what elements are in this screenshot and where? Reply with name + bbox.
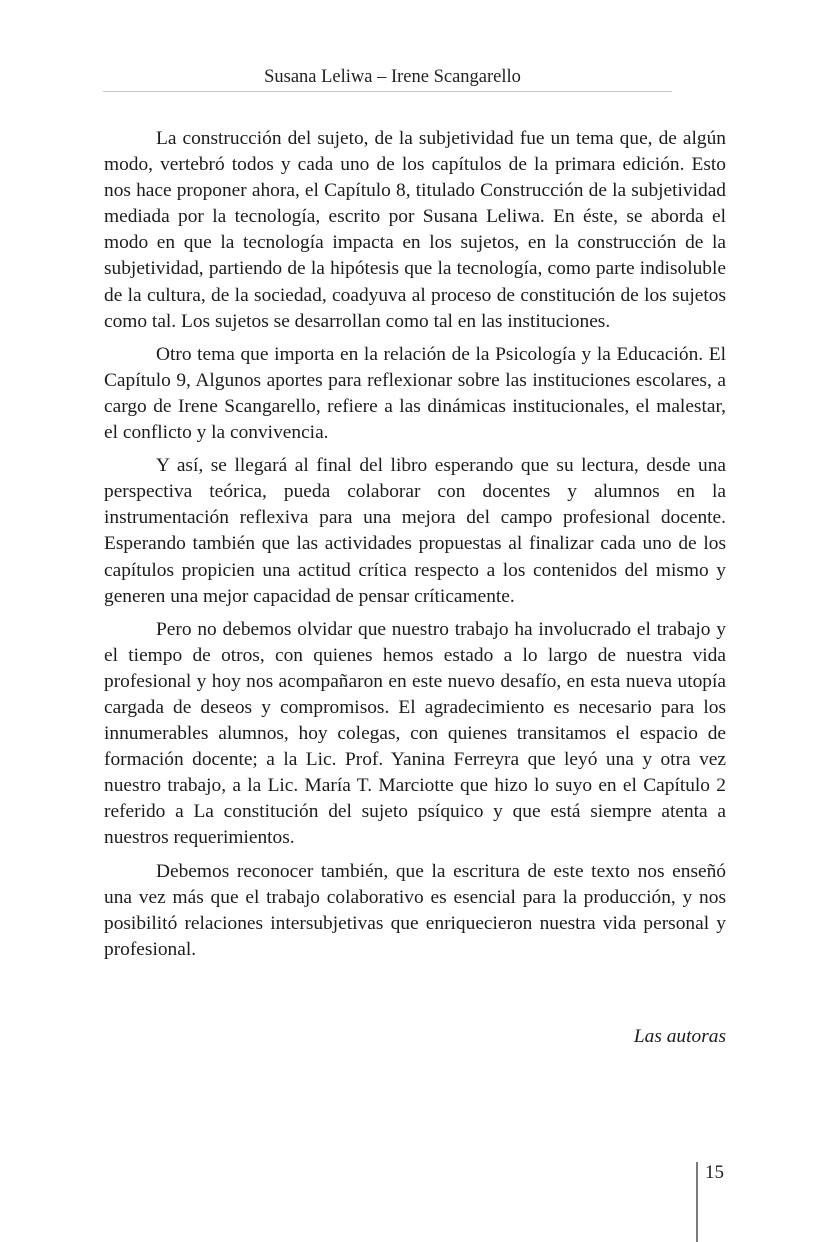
signature: Las autoras [633,1026,726,1047]
body-text [104,126,726,970]
header-rule [103,91,672,92]
page-number-rule [696,1162,698,1242]
paragraph: Pero no debemos olvidar que nuestro trabajo ha involucrado el trabajo y el tiempo de otros, con quienes hemos estado a lo largo de nuestra vida profesional y hoy nos acompañaron en este nuevo desafío, en esta nueva utopía cargada de deseos y compromisos. El agradecimiento es necesario para los innumerables alumnos, hoy colegas, con quienes transitamos el espacio de formación docente; a la Lic. Prof. Yanina Ferreyra que leyó una y otra vez nuestro trabajo, a la Lic. María T. Marciotte que hizo lo suyo en el Capítulo 2 referido a La constitución del sujeto psíquico y que está siempre atenta a nuestros requerimientos. [104,618,726,849]
page-number: 15 [705,1162,724,1183]
paragraph: Y así, se llegará al final del libro esperando que su lectura, desde una perspectiva teórica, pueda colaborar con docentes y alumnos en la instrumentación reflexiva para una mejora del campo profesional docente. Esperando también que las actividades propuestas al finalizar cada uno de los capítulos propicien una actitud crítica respecto a los contenidos del mismo y generen una mejor capacidad de pensar críticamente. [104,455,726,607]
paragraph: La construcción del sujeto, de la subjetividad fue un tema que, de algún modo, vertebró todos y cada uno de los capítulos de la primara edición. Esto nos hace proponer ahora, el Capítulo 8, titulado Construcción de la subjetividad mediada por la tecnología, escrito por Susana Leliwa. En éste, se aborda el modo en que la tecnología impacta en los sujetos, en la construcción de la subjetividad, partiendo de la hipótesis que la tecnología, como parte indisoluble de la cultura, de la sociedad, coadyuva al proceso de constitución de los sujetos como tal. Los sujetos se desarrollan como tal en las instituciones. [104,128,726,332]
running-header: Susana Leliwa – Irene Scangarello [264,67,521,87]
paragraph: Otro tema que importa en la relación de la Psicología y la Educación. El Capítulo 9, Algunos aportes para reflexionar sobre las instituciones escolares, a cargo de Irene Scangarello, refiere a las dinámicas institucionales, el malestar, el conflicto y la convivencia. [104,343,726,444]
paragraph: Debemos reconocer también, que la escritura de este texto nos enseñó una vez más que el trabajo colaborativo es esencial para la producción, y nos posibilitó relaciones intersubjetivas que enriquecieron nuestra vida personal y profesional. [104,860,726,960]
